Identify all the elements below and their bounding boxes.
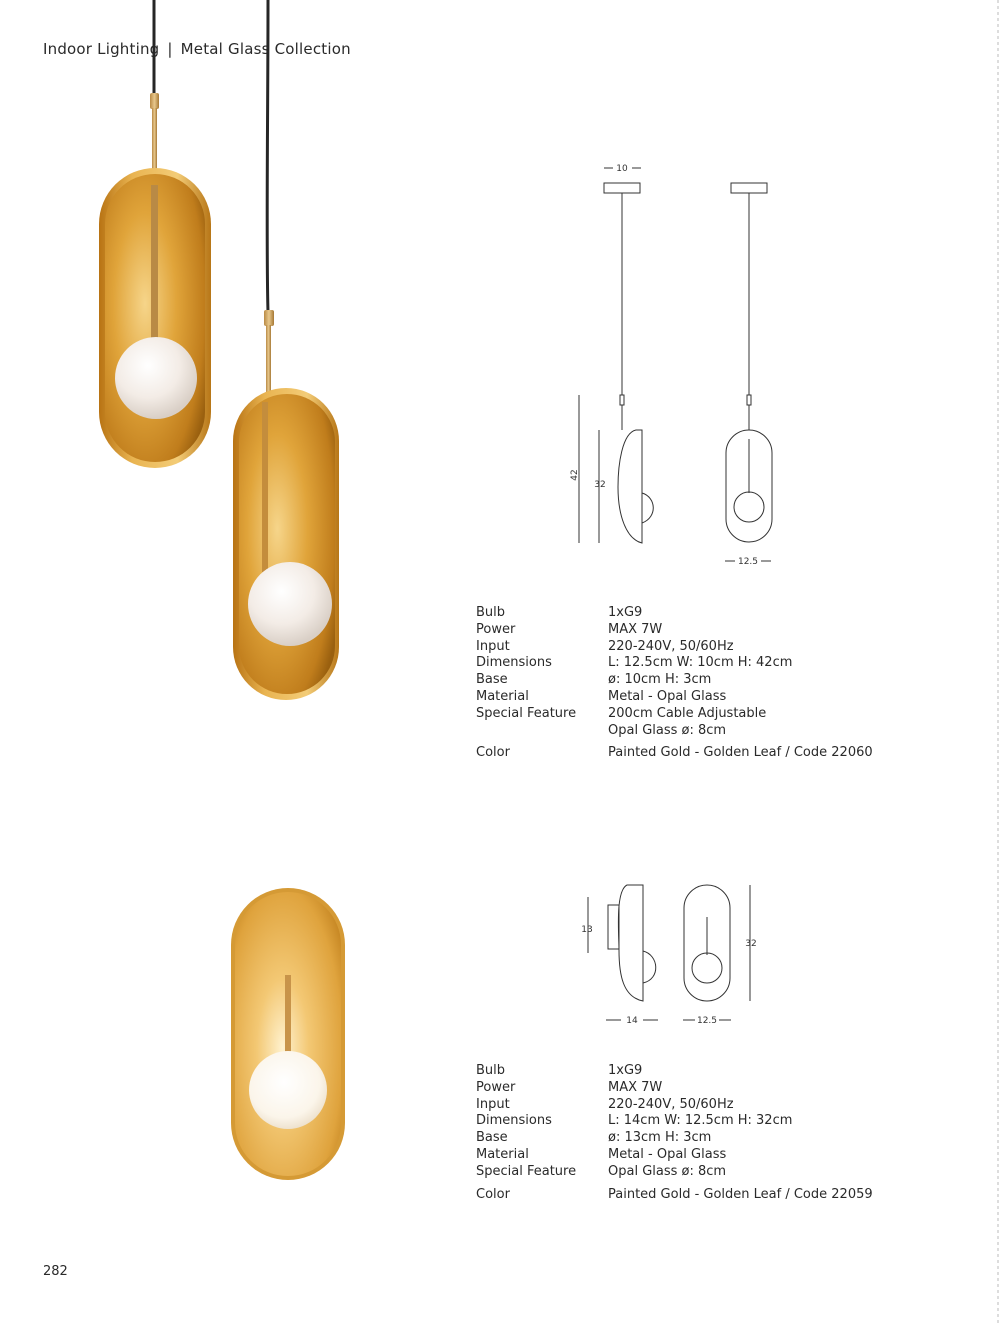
dim-body-height: 32 [594, 480, 606, 490]
dim-depth: 14 [626, 1016, 638, 1026]
pendant-lamp-right [233, 0, 339, 700]
spec-row-base: Base ø: 10cm H: 3cm [476, 672, 712, 688]
spec-row-color: Color Painted Gold - Golden Leaf / Code 22059 [476, 1186, 873, 1202]
spec-row-power: Power MAX 7W [476, 1079, 663, 1095]
dim-body-height: 32 [745, 939, 757, 949]
spec-row-special-feature-cont: Opal Glass ø: 8cm [608, 722, 727, 738]
collection-title: Metal Glass Collection [180, 40, 351, 58]
product-specs-22059 [476, 1063, 873, 1203]
pendant-technical-drawing [560, 155, 800, 580]
dim-total-height: 42 [570, 469, 580, 481]
spec-row-material: Material Metal - Opal Glass [476, 1146, 727, 1162]
dim-depth-height: 13 [581, 925, 593, 935]
header-divider: | [167, 40, 173, 58]
pendant-lamp-left [99, 0, 211, 468]
spec-row-dimensions: Dimensions L: 12.5cm W: 10cm H: 42cm [476, 655, 793, 671]
spec-row-input: Input 220-240V, 50/60Hz [476, 1096, 734, 1112]
spec-row-input: Input 220-240V, 50/60Hz [476, 638, 734, 654]
page-edge-border [996, 0, 1000, 1326]
spec-row-power: Power MAX 7W [476, 621, 663, 637]
pendant-lamps-photo [90, 0, 350, 710]
wall-lamp-technical-drawing [575, 875, 775, 1035]
spec-row-material: Material Metal - Opal Glass [476, 688, 727, 704]
spec-row-dimensions: Dimensions L: 14cm W: 12.5cm H: 32cm [476, 1113, 793, 1129]
spec-row-color: Color Painted Gold - Golden Leaf / Code 22060 [476, 745, 873, 761]
dim-body-width: 12.5 [737, 557, 759, 567]
wall-lamp-photo [225, 880, 355, 1190]
spec-row-special-feature: Special Feature Opal Glass ø: 8cm [476, 1163, 727, 1179]
spec-row-base: Base ø: 13cm H: 3cm [476, 1130, 712, 1146]
spec-row-bulb: Bulb 1xG9 [476, 1063, 643, 1078]
dim-base-width: 10 [616, 164, 628, 174]
section-title: Indoor Lighting [43, 40, 160, 58]
page-number: 282 [43, 1264, 68, 1279]
spec-row-special-feature: Special Feature 200cm Cable Adjustable [476, 705, 767, 721]
product-specs-22060 [476, 605, 873, 762]
dim-body-width: 12.5 [696, 1016, 718, 1026]
spec-row-bulb: Bulb 1xG9 [476, 605, 643, 620]
